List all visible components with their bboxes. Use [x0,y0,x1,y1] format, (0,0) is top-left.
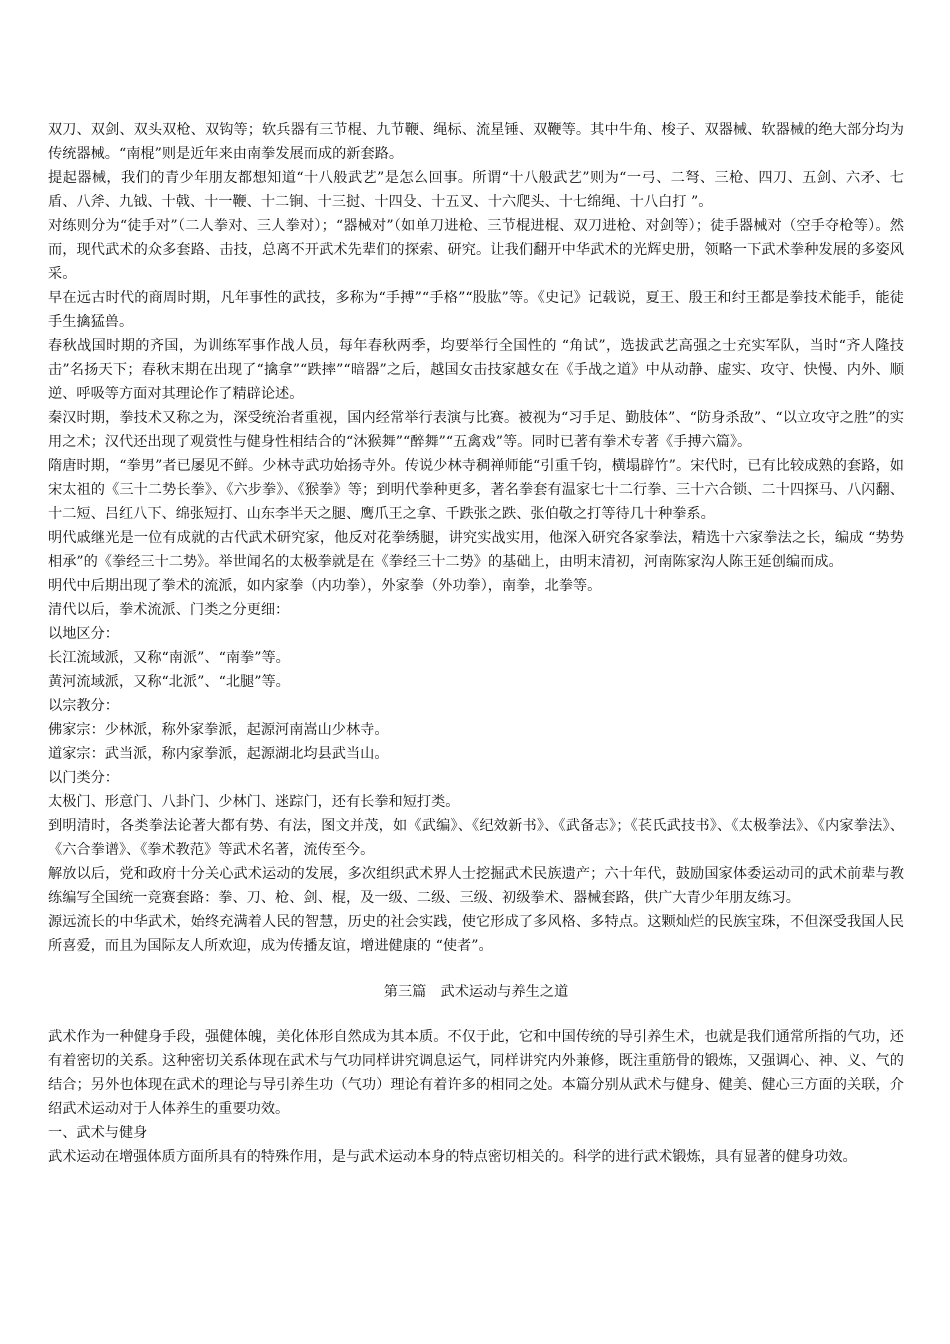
paragraph: 以地区分： [48,626,119,642]
paragraph: 黄河流域派，又称“北派”、“北腿”等。 [48,674,290,690]
document-page [48,118,904,1169]
body-text-before [48,118,904,958]
paragraph: 太极门、形意门、八卦门、少林门、迷踪门，还有长拳和短打类。 [48,794,460,810]
paragraph: 提起器械，我们的青少年朋友都想知道“十八般武艺”是怎么回事。所谓“十八般武艺”则为“一弓、二弩、三枪、四刀、五剑、六矛、七盾、八斧、九钺、十戟、十一鞭、十二锏、十三挝、十四殳、十五叉、十六爬头、十七绵绳、十八白打 ”。 [48,170,904,210]
paragraph: 明代戚继光是一位有成就的古代武术研究家，他反对花拳绣腿，讲究实战实用，他深入研究各家拳法，精选十六家拳法之长，编成 “势势相承”的《拳经三十二势》。举世闻名的太极拳就是在《拳经三十二势》的基础上，由明末清初，河南陈家沟人陈王延创编而成。 [48,530,904,570]
paragraph: 源远流长的中华武术，始终充满着人民的智慧，历史的社会实践，使它形成了多风格、多特点。这颗灿烂的民族宝珠，不但深受我国人民所喜爱，而且为国际友人所欢迎，成为传播友谊，增进健康的 “使者”。 [48,914,904,954]
paragraph: 武术作为一种健身手段，强健体魄，美化体形自然成为其本质。不仅于此，它和中国传统的导引养生术，也就是我们通常所指的气功，还有着密切的关系。这种密切关系体现在武术与气功同样讲究调息运气，同样讲究内外兼修，既注重筋骨的锻炼，又强调心、神、义、气的结合；另外也体现在武术的理论与导引养生功（气功）理论有着许多的相同之处。本篇分别从武术与健身、健美、健心三方面的关联，介绍武术运动对于人体养生的重要功效。 [48,1029,904,1117]
paragraph: 秦汉时期，拳技术又称之为，深受统治者重视，国内经常举行表演与比赛。被视为“习手足、勤肢体”、“防身杀敌”、“以立攻守之胜”的实用之术；汉代还出现了观赏性与健身性相结合的“沐猴舞”“醉舞”“五禽戏”等。同时已著有拳术专著《手搏六篇》。 [48,410,904,450]
paragraph: 春秋战国时期的齐国，为训练军事作战人员，每年春秋两季，均要举行全国性的 “角试”，选拔武艺高强之士充实军队，当时“齐人隆技击”名扬天下；春秋末期在出现了“擒拿”“跌摔”“暗器”之后，越国女击技家越女在《手战之道》中从动静、虚实、攻守、快慢、内外、顺逆、呼吸等方面对其理论作了精辟论述。 [48,338,904,402]
paragraph: 以门类分： [48,770,119,786]
paragraph: 以宗教分： [48,698,119,714]
paragraph: 道家宗：武当派，称内家拳派，起源湖北均县武当山。 [48,746,389,762]
paragraph: 双刀、双剑、双头双枪、双钩等；软兵器有三节棍、九节鞭、绳标、流星锤、双鞭等。其中牛角、梭子、双器械、软器械的绝大部分均为传统器械。“南棍”则是近年来由南拳发展而成的新套路。 [48,122,904,162]
paragraph: 清代以后，拳术流派、门类之分更细： [48,602,290,618]
section-heading: 第三篇 武术运动与养生之道 [383,984,569,1000]
paragraph: 对练则分为“徒手对”（二人拳对、三人拳对）；“器械对”（如单刀进枪、三节棍进棍、双刀进枪、对剑等）；徒手器械对（空手夺枪等）。然而，现代武术的众多套路、击技，总离不开武术先辈们的探索、研究。让我们翻开中华武术的光辉史册，领略一下武术拳种发展的多姿风采。 [48,218,904,282]
paragraph: 到明清时，各类拳法论著大都有势、有法，图文并茂，如《武编》、《纪效新书》、《武备志》；《苌氏武技书》、《太极拳法》、《内家拳法》、《六合拳谱》、《拳术教范》等武术名著，流传至今。 [48,818,904,858]
paragraph: 隋唐时期，“拳男”者已屡见不鲜。少林寺武功始扬寺外。传说少林寺稠禅师能“引重千钧，横塌辟竹”。宋代时，已有比较成熟的套路，如宋太祖的《三十二势长拳》、《六步拳》、《猴拳》等；到明代拳种更多，著名拳套有温家七十二行拳、三十六合锁、二十四探马、八闪翻、十二短、吕红八下、绵张短打、山东李半天之腿、鹰爪王之拿、千跌张之跌、张伯敬之打等待几十种拳系。 [48,458,904,522]
subsection-heading: 一、武术与健身 [48,1125,148,1141]
paragraph: 佛家宗：少林派，称外家拳派，起源河南嵩山少林寺。 [48,722,389,738]
paragraph: 解放以后，党和政府十分关心武术运动的发展，多次组织武术界人士挖掘武术民族遗产；六十年代，鼓励国家体委运动司的武术前辈与教练编写全国统一竞赛套路：拳、刀、枪、剑、棍，及一级、二级、三级、初级拳术、器械套路，供广大青少年朋友练习。 [48,866,904,906]
paragraph: 武术运动在增强体质方面所具有的特殊作用，是与武术运动本身的特点密切相关的。科学的进行武术锻炼，具有显著的健身功效。 [48,1149,857,1165]
paragraph: 明代中后期出现了拳术的流派，如内家拳（内功拳），外家拳（外功拳），南拳，北拳等。 [48,578,602,594]
body-text-after [48,1025,904,1169]
paragraph: 早在远古时代的商周时期，凡年事性的武技，多称为“手搏”“手格”“股肱”等。《史记》记载说，夏王、殷王和纣王都是拳技术能手，能徒手生擒猛兽。 [48,290,904,330]
paragraph: 长江流域派，又称“南派”、“南拳”等。 [48,650,290,666]
